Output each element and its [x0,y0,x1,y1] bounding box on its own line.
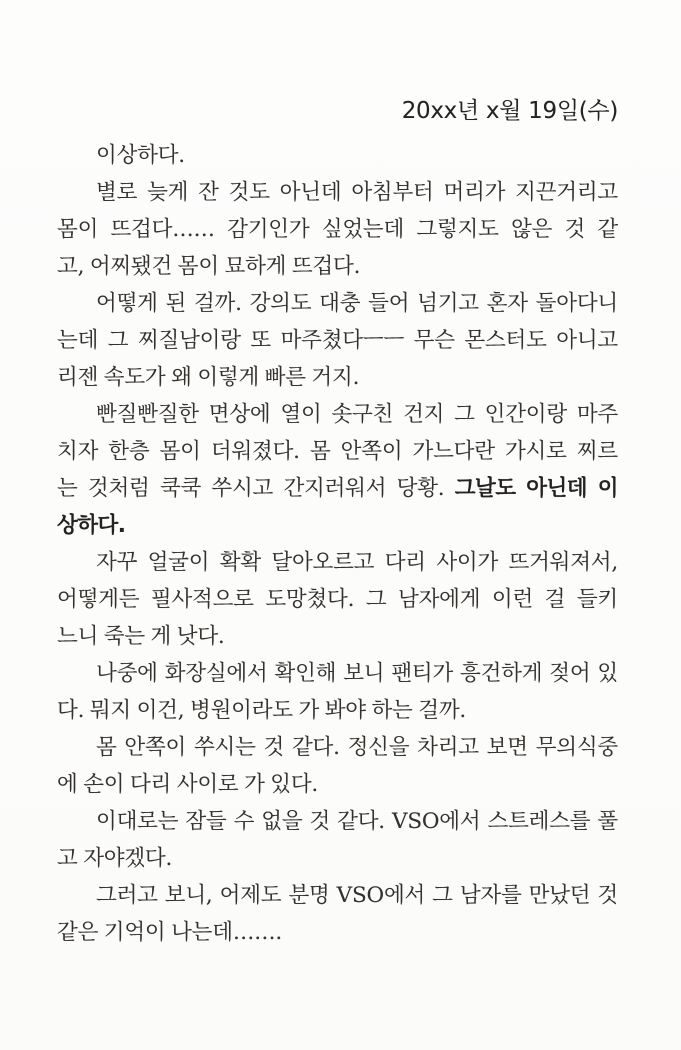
diary-text: 이상하다. [96,143,185,168]
diary-text: 별로 늦게 잔 것도 아닌데 아침부터 머리가 지끈거리고 [96,180,618,205]
diary-text: 자꾸 얼굴이 확확 달아오르고 다리 사이가 뜨거워져서, [96,550,618,575]
diary-line [57,914,618,951]
diary-text: 같은 기억이 나는데……. [57,920,283,945]
diary-line [57,507,618,544]
diary-line [57,470,618,507]
diary-line [57,174,618,211]
diary-body [57,137,618,951]
diary-line [57,137,618,174]
diary-text: 몸이 뜨겁다…… 감기인가 싶었는데 그렇지도 않은 것 같 [57,217,618,242]
diary-line [57,618,618,655]
diary-text: 이대로는 잠들 수 없을 것 같다. VSO에서 스트레스를 풀 [96,809,618,834]
diary-line [57,877,618,914]
diary-line [57,692,618,729]
diary-text: 어떻게든 필사적으로 도망쳤다. 그 남자에게 이런 걸 들키 [57,587,618,612]
diary-text: 나중에 화장실에서 확인해 보니 팬티가 흥건하게 젖어 있 [96,661,618,686]
diary-line [57,544,618,581]
diary-text: 에 손이 다리 사이로 가 있다. [57,772,319,797]
diary-text: 는데 그 찌질남이랑 또 마주쳤다ㅡㅡ 무슨 몬스터도 아니고 [57,328,618,353]
diary-text: 고, 어찌됐건 몸이 묘하게 뜨겁다. [57,254,361,279]
diary-line [57,211,618,248]
diary-line [57,285,618,322]
diary-text: 느니 죽는 게 낫다. [57,624,225,649]
page-content [57,97,618,951]
diary-line [57,840,618,877]
diary-text: 고 자야겠다. [57,846,173,871]
diary-line [57,581,618,618]
diary-date: 20xx년 x월 19일(수) [401,98,618,124]
diary-emphasis-text: 그날도 아닌데 이 [454,476,619,501]
diary-line [57,433,618,470]
diary-line [57,655,618,692]
diary-text: 다. 뭐지 이건, 병원이라도 가 봐야 하는 걸까. [57,698,467,723]
diary-line [57,322,618,359]
diary-line [57,359,618,396]
diary-line [57,396,618,433]
diary-line [57,248,618,285]
diary-text: 어떻게 된 걸까. 강의도 대충 들어 넘기고 혼자 돌아다니 [96,291,618,316]
diary-text: 리젠 속도가 왜 이렇게 빠른 거지. [57,365,360,390]
diary-line [57,729,618,766]
diary-text: 몸 안쪽이 쑤시는 것 같다. 정신을 차리고 보면 무의식중 [96,735,618,760]
diary-emphasis-text: 상하다. [57,513,126,538]
diary-text: 치자 한층 몸이 더워졌다. 몸 안쪽이 가느다란 가시로 찌르 [57,439,618,464]
diary-line [57,803,618,840]
diary-text: 빤질빤질한 면상에 열이 솟구친 건지 그 인간이랑 마주 [96,402,618,427]
diary-text: 는 것처럼 쿡쿡 쑤시고 간지러워서 당황. [57,476,455,501]
diary-line [57,766,618,803]
diary-text: 그러고 보니, 어제도 분명 VSO에서 그 남자를 만났던 것 [96,883,618,908]
